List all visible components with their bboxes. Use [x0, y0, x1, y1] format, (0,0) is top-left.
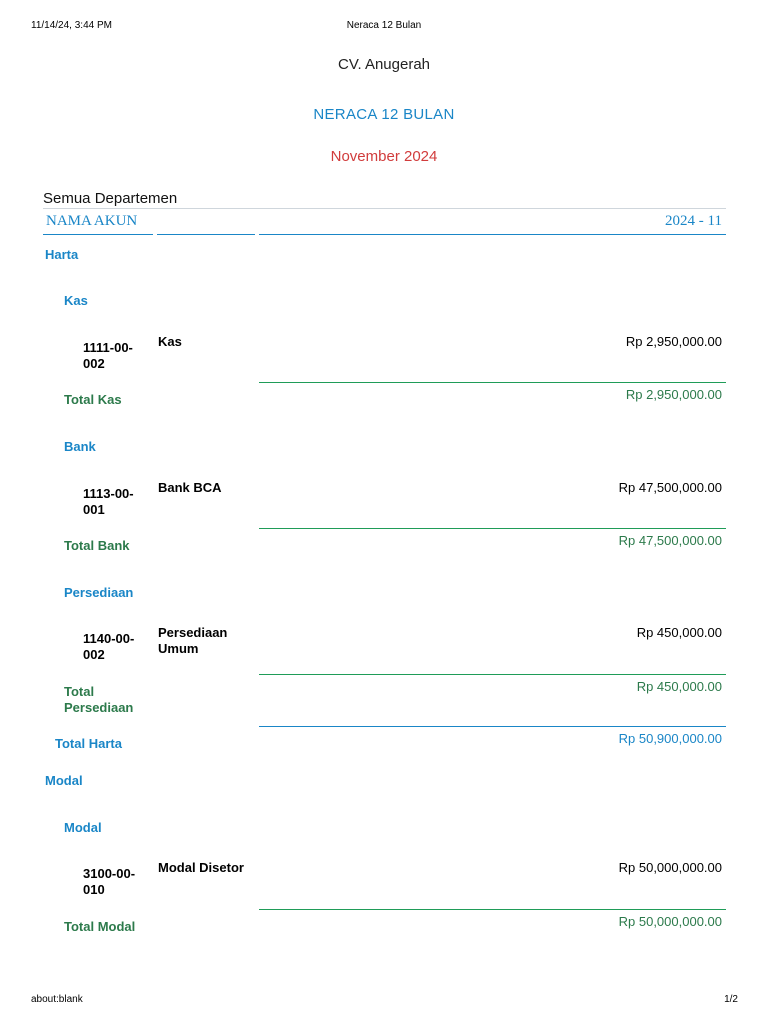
account-code: 1140-00-002	[83, 631, 135, 662]
report-title: NERACA 12 BULAN	[313, 106, 455, 123]
account-code: 3100-00-010	[83, 866, 136, 897]
group-modal: Modal	[64, 820, 102, 835]
department-label: Semua Departemen	[43, 190, 178, 207]
print-url: about:blank	[31, 994, 83, 1005]
column-header-period: 2024 - 11	[665, 213, 722, 229]
total-persediaan-label: Total Persediaan	[64, 684, 134, 715]
account-amount: Rp 450,000.00	[636, 625, 722, 640]
total-harta-amount: Rp 50,900,000.00	[618, 731, 722, 746]
subtotal-rule	[259, 909, 726, 910]
account-amount: Rp 50,000,000.00	[618, 860, 722, 875]
header-rule-3	[259, 234, 726, 235]
print-datetime: 11/14/24, 3:44 PM	[31, 20, 112, 31]
total-bank-label: Total Bank	[64, 538, 130, 553]
subtotal-rule	[259, 674, 726, 675]
subtotal-rule	[259, 528, 726, 529]
company-name: CV. Anugerah	[337, 56, 431, 73]
column-header-account: NAMA AKUN	[46, 213, 138, 229]
total-kas-label: Total Kas	[64, 392, 122, 407]
account-code: 1113-00-001	[83, 486, 134, 517]
header-rule-1	[43, 234, 153, 235]
header-rule-2	[157, 234, 255, 235]
total-kas-amount: Rp 2,950,000.00	[625, 387, 722, 402]
account-name: Persediaan Umum	[158, 625, 228, 656]
account-amount: Rp 2,950,000.00	[625, 334, 722, 349]
account-amount: Rp 47,500,000.00	[618, 480, 722, 495]
page-number: 1/2	[724, 994, 738, 1005]
account-code: 1111-00-002	[83, 340, 133, 371]
print-doc-title: Neraca 12 Bulan	[346, 20, 422, 31]
section-modal: Modal	[45, 773, 83, 788]
group-bank: Bank	[64, 439, 96, 454]
grand-total-rule	[259, 726, 726, 727]
total-persediaan-amount: Rp 450,000.00	[636, 679, 722, 694]
total-modal-amount: Rp 50,000,000.00	[618, 914, 722, 929]
section-harta: Harta	[45, 247, 79, 262]
group-persediaan: Persediaan	[64, 585, 134, 600]
account-name: Modal Disetor	[158, 860, 244, 875]
account-name: Bank BCA	[158, 480, 222, 495]
report-period: November 2024	[330, 148, 438, 165]
total-harta-label: Total Harta	[55, 736, 122, 751]
total-bank-amount: Rp 47,500,000.00	[618, 533, 722, 548]
account-name: Kas	[158, 334, 182, 349]
subtotal-rule	[259, 382, 726, 383]
group-kas: Kas	[64, 293, 88, 308]
total-modal-label: Total Modal	[64, 919, 136, 934]
table-top-rule	[43, 208, 726, 209]
